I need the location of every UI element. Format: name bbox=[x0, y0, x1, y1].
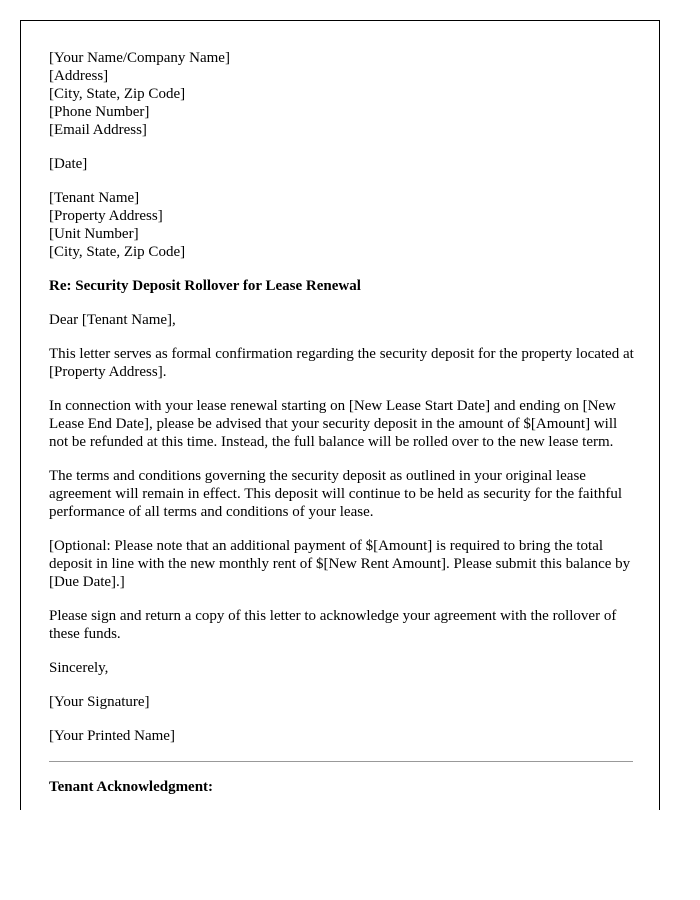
body-paragraph: This letter serves as formal confirmation regarding the security deposit for the property located at [Property Address]. bbox=[49, 346, 634, 380]
salutation: Dear [Tenant Name], bbox=[49, 312, 176, 328]
body-paragraph: [Optional: Please note that an additional payment of $[Amount] is required to bring the total deposit in line with the new monthly rent of $[New Rent Amount]. Please submit this balance by [Due Date].] bbox=[49, 538, 631, 590]
sender-phone: [Phone Number] bbox=[49, 104, 150, 120]
letter-body bbox=[49, 49, 635, 796]
sender-email: [Email Address] bbox=[49, 122, 147, 138]
subject-line: Re: Security Deposit Rollover for Lease Renewal bbox=[49, 278, 361, 294]
recipient-name: [Tenant Name] bbox=[49, 190, 140, 206]
closing: Sincerely, bbox=[49, 660, 109, 676]
sender-city-state-zip: [City, State, Zip Code] bbox=[49, 86, 186, 102]
sender-name: [Your Name/Company Name] bbox=[49, 50, 230, 66]
body-paragraph: In connection with your lease renewal starting on [New Lease Start Date] and ending on [New Lease End Date], please be advised that your security deposit in the amount of $[Amount] will not be refunded at this time. Instead, the full balance will be rolled over to the new lease term. bbox=[49, 398, 618, 450]
recipient-city-state-zip: [City, State, Zip Code] bbox=[49, 244, 186, 260]
acknowledgment-title: Tenant Acknowledgment: bbox=[49, 779, 214, 795]
letter-page bbox=[20, 20, 660, 810]
signature-placeholder: [Your Signature] bbox=[49, 694, 150, 710]
printed-name-placeholder: [Your Printed Name] bbox=[49, 728, 175, 744]
date-line: [Date] bbox=[49, 156, 88, 172]
section-divider bbox=[49, 761, 633, 762]
recipient-property-address: [Property Address] bbox=[49, 208, 163, 224]
recipient-unit: [Unit Number] bbox=[49, 226, 139, 242]
sender-block bbox=[49, 49, 635, 139]
sender-address: [Address] bbox=[49, 68, 109, 84]
body-paragraph: The terms and conditions governing the security deposit as outlined in your original lease agreement will remain in effect. This deposit will continue to be held as security for the faithful performance of all terms and conditions of your lease. bbox=[49, 468, 623, 520]
body-paragraph: Please sign and return a copy of this letter to acknowledge your agreement with the rollover of these funds. bbox=[49, 608, 617, 642]
recipient-block bbox=[49, 189, 635, 261]
